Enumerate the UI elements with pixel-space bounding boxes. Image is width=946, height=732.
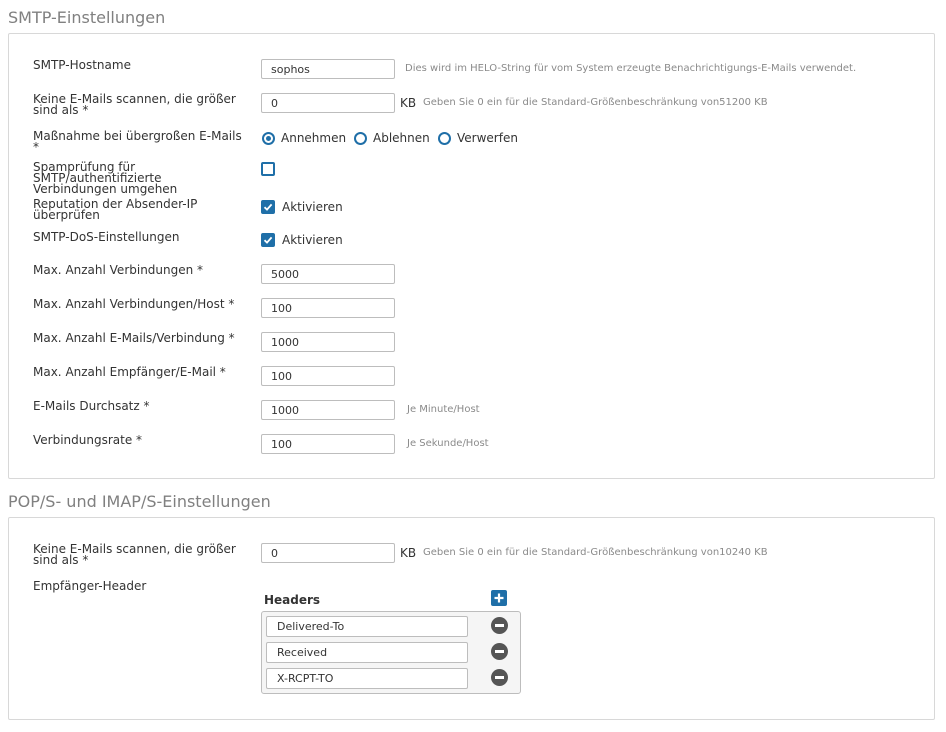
smtp-dos-checkbox-label: Aktivieren bbox=[282, 233, 343, 247]
header-input-x-rcpt-to[interactable]: X-RCPT-TO bbox=[266, 668, 468, 689]
smtp-hostname-label: SMTP-Hostname bbox=[33, 58, 131, 72]
pop-maxsize-unit: KB bbox=[400, 546, 417, 560]
smtp-reputation-checkbox-label: Aktivieren bbox=[282, 200, 343, 214]
max-conn-host-input[interactable] bbox=[261, 298, 395, 318]
conn-rate-label: Verbindungsrate * bbox=[33, 433, 143, 447]
smtp-spam-bypass-label: Spamprüfung für SMTP/authentifizierte Verbindungen umgehen bbox=[33, 160, 178, 196]
max-rcpt-input[interactable] bbox=[261, 366, 395, 386]
max-conn-host-label: Max. Anzahl Verbindungen/Host * bbox=[33, 297, 235, 311]
smtp-spam-bypass-checkbox[interactable] bbox=[261, 162, 275, 176]
pop-maxsize-hint: Geben Sie 0 ein für die Standard-Größenbeschränkung von10240 KB bbox=[423, 547, 768, 558]
smtp-reputation-checkbox[interactable] bbox=[261, 200, 275, 214]
max-mails-conn-input[interactable] bbox=[261, 332, 395, 352]
smtp-dos-label: SMTP-DoS-Einstellungen bbox=[33, 230, 180, 244]
remove-header-x-rcpt-to-button[interactable] bbox=[491, 669, 508, 686]
smtp-hostname-hint: Dies wird im HELO-String für vom System erzeugte Benachrichtigungs-E-Mails verwendet. bbox=[405, 63, 857, 74]
smtp-dos-checkbox[interactable] bbox=[261, 233, 275, 247]
plus-icon bbox=[491, 590, 507, 606]
max-conn-label: Max. Anzahl Verbindungen * bbox=[33, 263, 204, 277]
smtp-maxsize-hint: Geben Sie 0 ein für die Standard-Größenbeschränkung von51200 KB bbox=[423, 97, 768, 108]
oversize-radio-reject[interactable] bbox=[354, 132, 367, 145]
throughput-label: E-Mails Durchsatz * bbox=[33, 399, 150, 413]
oversize-radio-drop-label: Verwerfen bbox=[457, 131, 518, 145]
smtp-maxsize-label: Keine E-Mails scannen, die größer sind als * bbox=[33, 92, 236, 117]
smtp-oversize-label: Maßnahme bei übergroßen E-Mails * bbox=[33, 129, 242, 154]
max-mails-conn-label: Max. Anzahl E-Mails/Verbindung * bbox=[33, 331, 235, 345]
pop-section-title: POP/S- und IMAP/S-Einstellungen bbox=[8, 492, 271, 511]
remove-header-received-button[interactable] bbox=[491, 643, 508, 660]
max-rcpt-label: Max. Anzahl Empfänger/E-Mail * bbox=[33, 365, 226, 379]
conn-rate-hint: Je Sekunde/Host bbox=[407, 438, 489, 449]
conn-rate-input[interactable] bbox=[261, 434, 395, 454]
smtp-maxsize-input[interactable] bbox=[261, 93, 395, 113]
pop-maxsize-label: Keine E-Mails scannen, die größer sind als * bbox=[33, 542, 236, 567]
smtp-section-title: SMTP-Einstellungen bbox=[8, 8, 166, 27]
throughput-input[interactable] bbox=[261, 400, 395, 420]
smtp-reputation-label: Reputation der Absender-IP überprüfen bbox=[33, 197, 198, 222]
smtp-hostname-input[interactable] bbox=[261, 59, 395, 79]
oversize-radio-reject-label: Ablehnen bbox=[373, 131, 430, 145]
add-header-button[interactable] bbox=[491, 590, 507, 606]
pop-maxsize-input[interactable] bbox=[261, 543, 395, 563]
oversize-radio-accept[interactable] bbox=[262, 132, 275, 145]
check-icon bbox=[263, 235, 273, 245]
oversize-radio-accept-label: Annehmen bbox=[281, 131, 347, 145]
max-conn-input[interactable] bbox=[261, 264, 395, 284]
check-icon bbox=[263, 202, 273, 212]
smtp-maxsize-unit: KB bbox=[400, 96, 417, 110]
recipient-header-label: Empfänger-Header bbox=[33, 579, 147, 593]
header-input-delivered-to[interactable]: Delivered-To bbox=[266, 616, 468, 637]
header-input-received[interactable]: Received bbox=[266, 642, 468, 663]
throughput-hint: Je Minute/Host bbox=[407, 404, 480, 415]
remove-header-delivered-to-button[interactable] bbox=[491, 617, 508, 634]
oversize-radio-drop[interactable] bbox=[438, 132, 451, 145]
headers-list-title: Headers bbox=[264, 593, 321, 607]
